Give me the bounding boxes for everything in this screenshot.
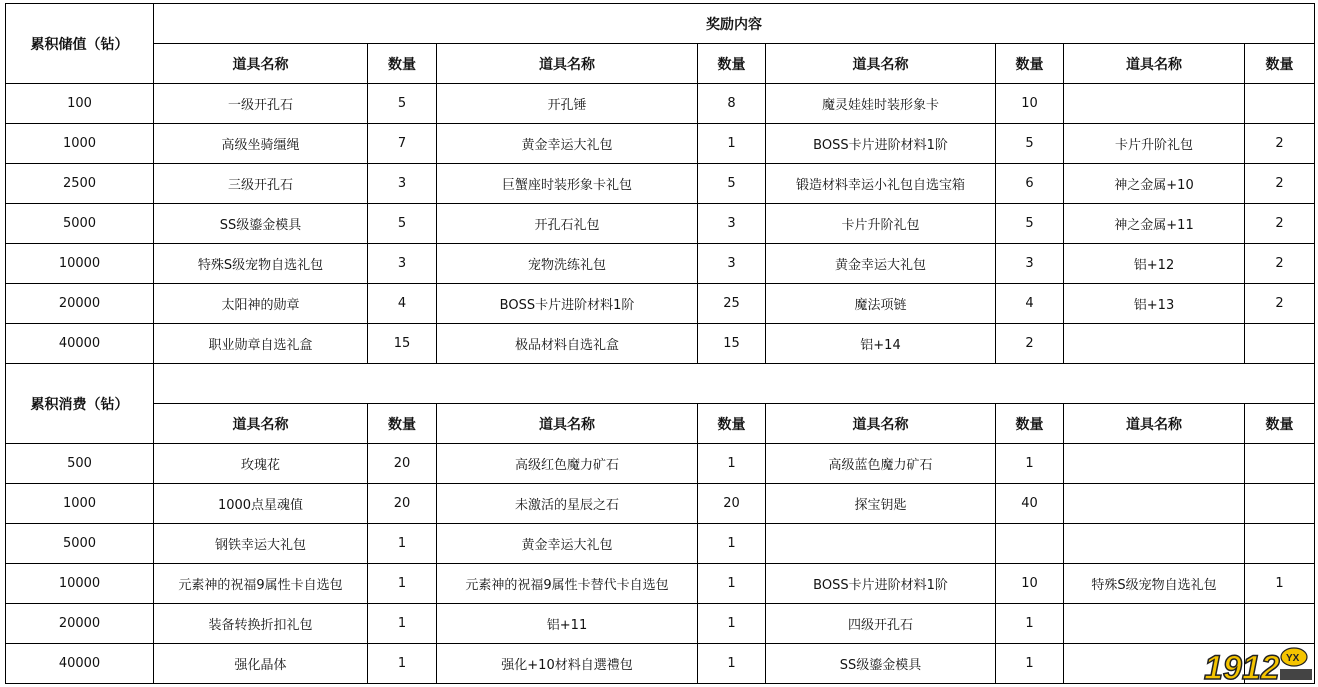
item-name-cell: 特殊S级宠物自选礼包 bbox=[1064, 564, 1245, 604]
quantity-cell: 5 bbox=[368, 84, 437, 124]
quantity-cell: 2 bbox=[996, 324, 1064, 364]
item-name-cell: 三级开孔石 bbox=[154, 164, 368, 204]
quantity-cell bbox=[1245, 324, 1315, 364]
item-name-cell bbox=[1064, 324, 1245, 364]
table-row bbox=[6, 564, 1315, 604]
quantity-cell: 10 bbox=[996, 564, 1064, 604]
item-name-cell: 高级蓝色魔力矿石 bbox=[766, 444, 996, 484]
quantity-cell: 1 bbox=[368, 644, 437, 684]
item-name-header: 道具名称 bbox=[766, 404, 996, 444]
threshold-cell: 40000 bbox=[6, 324, 154, 364]
quantity-cell: 1 bbox=[996, 644, 1064, 684]
item-name-header: 道具名称 bbox=[437, 404, 698, 444]
quantity-cell: 2 bbox=[1245, 244, 1315, 284]
table-row bbox=[6, 484, 1315, 524]
item-name-cell: 巨蟹座时装形象卡礼包 bbox=[437, 164, 698, 204]
table-row bbox=[6, 524, 1315, 564]
item-name-cell: 职业勋章自选礼盒 bbox=[154, 324, 368, 364]
item-name-cell: 钢铁幸运大礼包 bbox=[154, 524, 368, 564]
item-name-cell: 1000点星魂值 bbox=[154, 484, 368, 524]
threshold-cell: 20000 bbox=[6, 604, 154, 644]
item-name-header: 道具名称 bbox=[1064, 44, 1245, 84]
threshold-cell: 40000 bbox=[6, 644, 154, 684]
quantity-cell bbox=[1245, 484, 1315, 524]
site-logo-watermark bbox=[1202, 645, 1314, 683]
item-name-cell: 开孔石礼包 bbox=[437, 204, 698, 244]
quantity-cell: 40 bbox=[996, 484, 1064, 524]
item-name-cell: 四级开孔石 bbox=[766, 604, 996, 644]
quantity-header: 数量 bbox=[698, 404, 766, 444]
quantity-cell bbox=[1245, 604, 1315, 644]
table-row bbox=[6, 284, 1315, 324]
item-name-cell: 强化+10材料自選禮包 bbox=[437, 644, 698, 684]
item-name-cell: 铝+14 bbox=[766, 324, 996, 364]
quantity-cell: 3 bbox=[368, 164, 437, 204]
threshold-cell: 100 bbox=[6, 84, 154, 124]
item-name-header: 道具名称 bbox=[154, 44, 368, 84]
item-name-cell: 高级红色魔力矿石 bbox=[437, 444, 698, 484]
threshold-cell: 5000 bbox=[6, 524, 154, 564]
threshold-cell: 10000 bbox=[6, 564, 154, 604]
threshold-cell: 1000 bbox=[6, 124, 154, 164]
quantity-cell: 5 bbox=[368, 204, 437, 244]
item-name-cell: 神之金属+10 bbox=[1064, 164, 1245, 204]
quantity-cell: 15 bbox=[368, 324, 437, 364]
table-row bbox=[6, 164, 1315, 204]
item-name-cell: 铝+13 bbox=[1064, 284, 1245, 324]
quantity-cell: 5 bbox=[996, 124, 1064, 164]
recharge-title-row bbox=[6, 4, 1315, 44]
item-name-cell: 神之金属+11 bbox=[1064, 204, 1245, 244]
quantity-cell: 2 bbox=[1245, 164, 1315, 204]
item-name-cell: 一级开孔石 bbox=[154, 84, 368, 124]
quantity-cell: 1 bbox=[996, 604, 1064, 644]
item-name-cell: 卡片升阶礼包 bbox=[766, 204, 996, 244]
item-name-cell: 宠物洗练礼包 bbox=[437, 244, 698, 284]
item-name-cell: 高级坐骑缰绳 bbox=[154, 124, 368, 164]
quantity-cell: 1 bbox=[698, 524, 766, 564]
quantity-cell: 1 bbox=[698, 444, 766, 484]
item-name-cell: 太阳神的勋章 bbox=[154, 284, 368, 324]
item-name-cell: 锻造材料幸运小礼包自选宝箱 bbox=[766, 164, 996, 204]
consume-header-row bbox=[6, 404, 1315, 444]
quantity-header: 数量 bbox=[368, 404, 437, 444]
quantity-cell: 25 bbox=[698, 284, 766, 324]
table-row bbox=[6, 244, 1315, 284]
quantity-cell: 3 bbox=[698, 204, 766, 244]
table-row bbox=[6, 84, 1315, 124]
svg-text:1912: 1912 bbox=[1204, 649, 1280, 683]
threshold-cell: 2500 bbox=[6, 164, 154, 204]
item-name-cell: 魔灵娃娃时装形象卡 bbox=[766, 84, 996, 124]
item-name-cell: SS级鎏金模具 bbox=[766, 644, 996, 684]
item-name-cell: 未激活的星辰之石 bbox=[437, 484, 698, 524]
quantity-cell: 1 bbox=[996, 444, 1064, 484]
item-name-cell bbox=[766, 524, 996, 564]
quantity-cell: 8 bbox=[698, 84, 766, 124]
item-name-cell bbox=[1064, 84, 1245, 124]
threshold-cell: 1000 bbox=[6, 484, 154, 524]
table-row bbox=[6, 604, 1315, 644]
item-name-header: 道具名称 bbox=[154, 404, 368, 444]
quantity-cell: 4 bbox=[368, 284, 437, 324]
item-name-cell: 开孔锤 bbox=[437, 84, 698, 124]
quantity-cell: 1 bbox=[698, 604, 766, 644]
item-name-cell: BOSS卡片进阶材料1阶 bbox=[766, 124, 996, 164]
table-row bbox=[6, 204, 1315, 244]
item-name-cell: 元素神的祝福9属性卡替代卡自选包 bbox=[437, 564, 698, 604]
threshold-cell: 10000 bbox=[6, 244, 154, 284]
consume-reward-title bbox=[154, 364, 1315, 404]
quantity-cell: 5 bbox=[996, 204, 1064, 244]
quantity-cell: 20 bbox=[698, 484, 766, 524]
table-row bbox=[6, 324, 1315, 364]
item-name-cell: 强化晶体 bbox=[154, 644, 368, 684]
table-row bbox=[6, 444, 1315, 484]
item-name-cell: 玫瑰花 bbox=[154, 444, 368, 484]
quantity-cell: 20 bbox=[368, 444, 437, 484]
quantity-cell: 1 bbox=[368, 524, 437, 564]
quantity-cell: 4 bbox=[996, 284, 1064, 324]
item-name-cell bbox=[1064, 604, 1245, 644]
item-name-cell: 黄金幸运大礼包 bbox=[437, 124, 698, 164]
item-name-cell: 卡片升阶礼包 bbox=[1064, 124, 1245, 164]
quantity-cell: 1 bbox=[368, 564, 437, 604]
threshold-cell: 5000 bbox=[6, 204, 154, 244]
item-name-header: 道具名称 bbox=[437, 44, 698, 84]
item-name-cell: BOSS卡片进阶材料1阶 bbox=[766, 564, 996, 604]
quantity-cell: 3 bbox=[368, 244, 437, 284]
item-name-cell: 特殊S级宠物自选礼包 bbox=[154, 244, 368, 284]
quantity-cell: 15 bbox=[698, 324, 766, 364]
quantity-cell: 2 bbox=[1245, 284, 1315, 324]
svg-text:YX: YX bbox=[1286, 653, 1300, 664]
item-name-cell: 黄金幸运大礼包 bbox=[766, 244, 996, 284]
quantity-cell bbox=[1245, 84, 1315, 124]
quantity-cell: 3 bbox=[698, 244, 766, 284]
quantity-cell: 1 bbox=[1245, 564, 1315, 604]
item-name-cell: 铝+11 bbox=[437, 604, 698, 644]
quantity-header: 数量 bbox=[368, 44, 437, 84]
item-name-cell: 黄金幸运大礼包 bbox=[437, 524, 698, 564]
table-row bbox=[6, 124, 1315, 164]
item-name-cell: SS级鎏金模具 bbox=[154, 204, 368, 244]
item-name-cell: 元素神的祝福9属性卡自选包 bbox=[154, 564, 368, 604]
quantity-cell: 6 bbox=[996, 164, 1064, 204]
quantity-cell: 5 bbox=[698, 164, 766, 204]
quantity-header: 数量 bbox=[996, 404, 1064, 444]
item-name-header: 道具名称 bbox=[1064, 404, 1245, 444]
item-name-cell: 极品材料自选礼盒 bbox=[437, 324, 698, 364]
item-name-cell: 装备转换折扣礼包 bbox=[154, 604, 368, 644]
reward-table bbox=[5, 3, 1315, 684]
table-row bbox=[6, 644, 1315, 684]
quantity-cell: 7 bbox=[368, 124, 437, 164]
quantity-cell: 2 bbox=[1245, 204, 1315, 244]
recharge-reward-title: 奖励内容 bbox=[154, 4, 1315, 44]
threshold-cell: 20000 bbox=[6, 284, 154, 324]
item-name-cell bbox=[1064, 444, 1245, 484]
quantity-cell: 2 bbox=[1245, 124, 1315, 164]
item-name-cell: BOSS卡片进阶材料1阶 bbox=[437, 284, 698, 324]
item-name-header: 道具名称 bbox=[766, 44, 996, 84]
quantity-cell: 20 bbox=[368, 484, 437, 524]
quantity-cell: 3 bbox=[996, 244, 1064, 284]
quantity-cell bbox=[996, 524, 1064, 564]
item-name-cell bbox=[1064, 484, 1245, 524]
item-name-cell: 魔法项链 bbox=[766, 284, 996, 324]
recharge-label: 累积储值（钻） bbox=[6, 4, 154, 84]
quantity-header: 数量 bbox=[1245, 44, 1315, 84]
item-name-cell: 铝+12 bbox=[1064, 244, 1245, 284]
quantity-cell: 10 bbox=[996, 84, 1064, 124]
consume-title-row bbox=[6, 364, 1315, 404]
threshold-cell: 500 bbox=[6, 444, 154, 484]
quantity-cell bbox=[1245, 524, 1315, 564]
quantity-header: 数量 bbox=[1245, 404, 1315, 444]
item-name-cell bbox=[1064, 524, 1245, 564]
consume-label: 累积消费（钻） bbox=[6, 364, 154, 444]
quantity-cell: 1 bbox=[698, 564, 766, 604]
quantity-cell: 1 bbox=[698, 124, 766, 164]
quantity-cell: 1 bbox=[368, 604, 437, 644]
recharge-header-row bbox=[6, 44, 1315, 84]
quantity-header: 数量 bbox=[698, 44, 766, 84]
quantity-cell bbox=[1245, 444, 1315, 484]
quantity-header: 数量 bbox=[996, 44, 1064, 84]
item-name-cell: 探宝钥匙 bbox=[766, 484, 996, 524]
quantity-cell: 1 bbox=[698, 644, 766, 684]
